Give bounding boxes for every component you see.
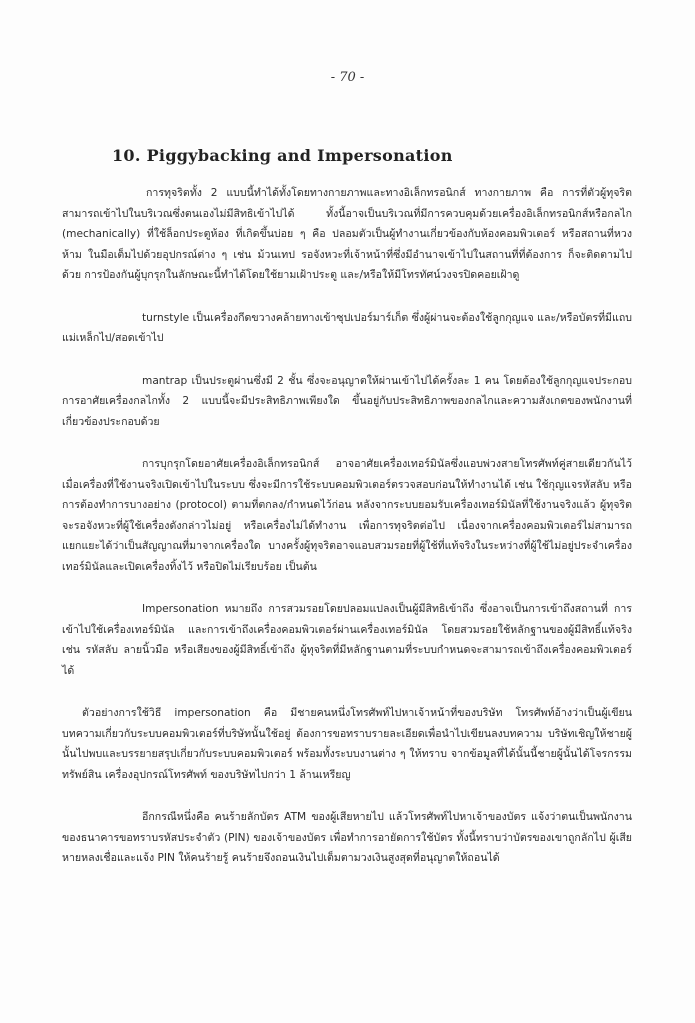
paragraph-turnstyle: turnstyle เป็นเครื่องกีดขวางคล้ายทางเข้าซุปเปอร์มาร์เก็ต ซึ่งผู้ผ่านจะต้องใช้ลูกกุญแจ และ/หรือบัตรที่มีแถบแม่เหล็กไป/สอดเข้าไป xyxy=(62,311,632,344)
body-text xyxy=(62,183,632,891)
paragraph-example: ตัวอย่างการใช้วิธี impersonation คือ มีชายคนหนึ่งโทรศัพท์ไปหาเจ้าหน้าที่ของบริษัท โทรศัพท์อ้างว่าเป็นผู้เขียนบทความเกี่ยวกับระบบคอมพิวเตอร์ที่บริษัทนั้นใช้อยู่ ต้องการขอทราบรายละเอียดเพื่อนำไปเขียนลงบทความ บริษัทเชิญให้ชายผู้นั้นไปพบและบรรยายสรุปเกี่ยวกับระบบคอมพิวเตอร์ พร้อมทั้งระบบงานต่าง ๆ ให้ทราบ จากข้อมูลที่ได้นั้นนี้ชายผู้นั้นได้โจรกรรมทรัพย์สิน เครื่องอุปกรณ์โทรศัพท์ ของบริษัทไปกว่า 1 ล้านเหรียญ xyxy=(62,707,632,781)
section-heading: 10. Piggybacking and Impersonation xyxy=(112,146,453,165)
paragraph-impersonation: Impersonation หมายถึง การสวมรอยโดยปลอมแปลงเป็นผู้มีสิทธิเข้าถึง ซึ่งอาจเป็นการเข้าถึงสถานที่ การเข้าไปใช้เครื่องเทอร์มินัล และการเข้าถึงเครื่องคอมพิวเตอร์ผ่านเครื่องเทอร์มินัล โดยสวมรอยใช้หลักฐานของผู้มีสิทธิ์แท้จริง เช่น รหัสลับ ลายนิ้วมือ หรือเสียงของผู้มีสิทธิ์เข้าถึง ผู้ทุจริตที่มีหลักฐานตามที่ระบบกำหนดจะสามารถเข้าถึงเครื่องคอมพิวเตอร์ได้ xyxy=(62,603,632,677)
page-number: - 70 - xyxy=(330,70,365,85)
paragraph-atm-case: อีกกรณีหนึ่งคือ คนร้ายลักบัตร ATM ของผู้เสียหายไป แล้วโทรศัพท์ไปหาเจ้าของบัตร แจ้งว่าตนเป็นพนักงานของธนาคารขอทราบรหัสประจำตัว (PIN) ของเจ้าของบัตร เพื่อทำการอายัดการใช้บัตร ทั้งนี้ทราบว่าบัตรของเขาถูกลักไป ผู้เสียหายหลงเชื่อและแจ้ง PIN ให้คนร้ายรู้ คนร้ายจึงถอนเงินไปเต็มตามวงเงินสูงสุดที่อนุญาตให้ถอนได้ xyxy=(62,811,632,864)
paragraph-mantrap: mantrap เป็นประตูผ่านซึ่งมี 2 ชั้น ซึ่งจะอนุญาตให้ผ่านเข้าไปได้ครั้งละ 1 คน โดยต้องใช้ลูกกุญแจประกอบ การอาศัยเครื่องกลไกทั้ง 2 แบบนี้จะมีประสิทธิภาพเพียงใด ขึ้นอยู่กับประสิทธิภาพของกลไกและความสังเกตของพนักงานที่เกี่ยวข้องประกอบด้วย xyxy=(62,374,632,428)
paragraph-intro: การทุจริตทั้ง 2 แบบนี้ทำได้ทั้งโดยทางกายภาพและทางอิเล็กทรอนิกส์ ทางกายภาพ คือ การที่ตัวผู้ทุจริตสามารถเข้าไปในบริเวณซึ่งตนเองไม่มีสิทธิเข้าไปได้ ทั้งนี้อาจเป็นบริเวณที่มีการควบคุมด้วยเครื่องอิเล็กทรอนิกส์หรือกลไก (mechanically) ที่ใช้ล็อกประตูห้อง ที่เกิดขึ้นบ่อย ๆ คือ ปลอมตัวเป็นผู้ทำงานเกี่ยวข้องกับห้องคอมพิวเตอร์ หรือสถานที่หวงห้าม ในมือเต็มไปด้วยอุปกรณ์ต่าง ๆ เช่น ม้วนเทป รอจังหวะที่เจ้าหน้าที่ซึ่งมีอำนาจเข้าไปในสถานที่ที่ต้องการ ก็จะติดตามไปด้วย การป้องกันผู้บุกรุกในลักษณะนี้ทำได้โดยใช้ยามเฝ้าประตู และ/หรือให้มีโทรทัศน์วงจรปิดคอยเฝ้าดู xyxy=(62,187,632,281)
paragraph-electronic-intrusion: การบุกรุกโดยอาศัยเครื่องอิเล็กทรอนิกส์ อาจอาศัยเครื่องเทอร์มินัลซึ่งแอบพ่วงสายโทรศัพท์คู่สายเดียวกันไว้ เมื่อเครื่องที่ใช้งานจริงเปิดเข้าไปในระบบ ซึ่งจะมีการใช้ระบบคอมพิวเตอร์ตรวจสอบก่อนให้ทำงานได้ เช่น ใช้กุญแจรหัสลับ หรือการต้องทำการบางอย่าง (protocol) ตามที่ตกลง/กำหนดไว้ก่อน หลังจากระบบยอมรับเครื่องเทอร์มินัลที่ใช้งานจริงแล้ว ผู้ทุจริตจะรอจังหวะที่ผู้ใช้เครื่องดังกล่าวไม่อยู่ หรือเครื่องไม่ได้ทำงาน เพื่อการทุจริตต่อไป เนื่องจากเครื่องคอมพิวเตอร์ไม่สามารถแยกแยะได้ว่าเป็นสัญญาณที่มาจากเครื่องใด บางครั้งผู้ทุจริตอาจแอบสวมรอยที่ผู้ใช้ที่แท้จริงในระหว่างที่ผู้ใช้ไม่อยู่ประจำเครื่องเทอร์มินัลและเปิดเครื่องทิ้งไว้ หรือปิดไม่เรียบร้อย เป็นต้น xyxy=(62,458,632,573)
